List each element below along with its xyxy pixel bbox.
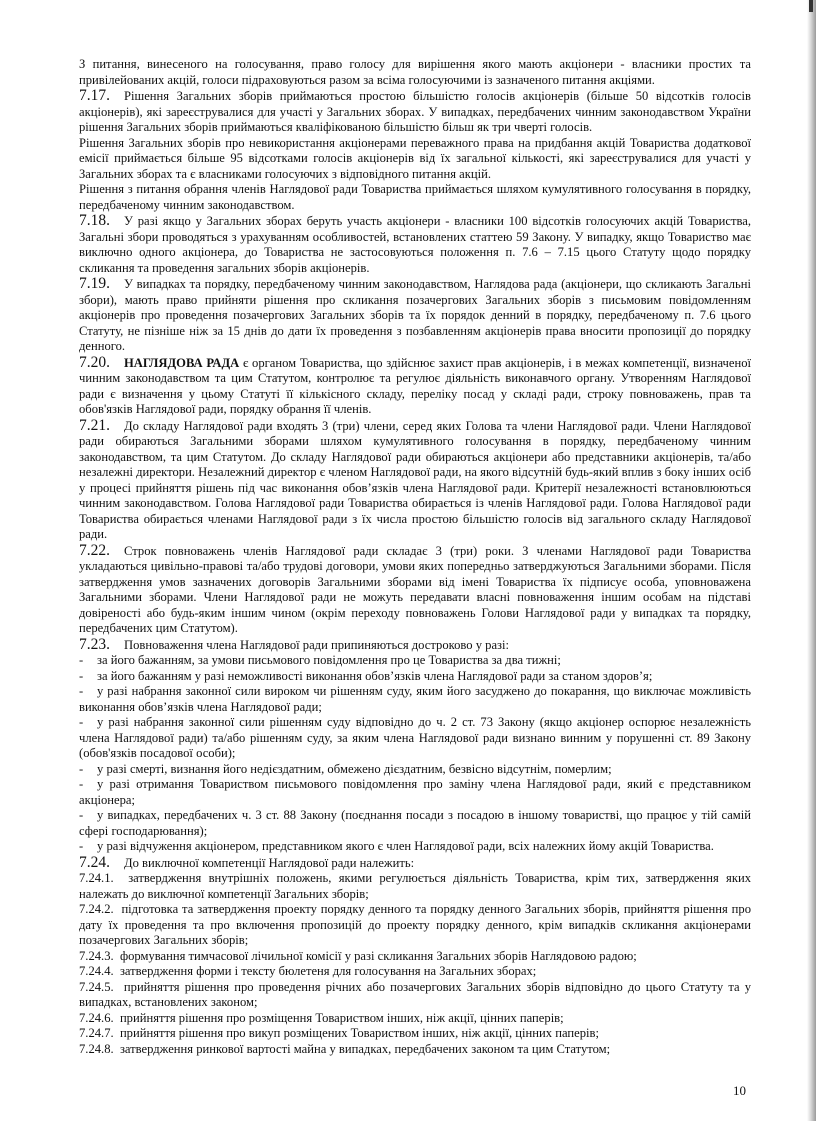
list-item: - за його бажанням у разі неможливості виконання обов’язків члена Наглядової ради за станом здоров’я; [79,668,653,683]
item-number: 7.24.1. [79,871,114,885]
section-number: 7.20. [79,353,110,371]
paragraph-7-17 [79,88,751,136]
paragraph-7-19 [79,276,751,355]
item-number: 7.24.3. [79,948,114,963]
section-number: 7.24. [79,853,110,871]
list-item: - у разі набрання законної сили рішенням суду відповідно до ч. 2 ст. 73 Закону (якщо акціонер оспорює незалежність члена Наглядової ради) та/або рішенням суду, за яким члена Наглядової ради визнано винним у порушенні ст. 89 Закону (обов'язків посадової особи); [79,715,751,760]
competence-item: 7.24.2. підготовка та затвердження проекту порядку денного та порядку денного Загальних зборів, прийняття рішення про дату їх проведення та про включення пропозицій до проекту порядку денного, крім випадків скликання акціонерами позачергових Загальних зборів; [79,902,751,947]
item-number: 7.24.7. [79,1026,114,1040]
competence-item: 7.24.7. прийняття рішення про викуп розміщених Товариством інших, ніж акції, цінних паперів; [79,1026,599,1040]
document-body [79,57,751,1057]
section-number: 7.17. [79,87,110,104]
competence-item: 7.24.3. формування тимчасової лічильної комісії у разі скликання Загальних зборів Наглядовою радою; [79,948,637,963]
list-item: - у разі смерті, визнання його недієздатним, обмежено дієздатним, безвісно відсутнім, померлим; [79,761,612,776]
paragraph-text: Повноваження члена Наглядової ради припиняються достроково у разі: [124,637,510,652]
paragraph-7-21 [79,418,751,543]
list-item: - у разі отримання Товариством письмового повідомлення про заміну члена Наглядової ради, який є представником акціонера; [79,777,751,807]
paragraph-text: До виключної компетенції Наглядової ради належить: [124,855,415,870]
list-item: - у разі набрання законної сили вироком чи рішенням суду, яким його засуджено до покарання, що виключає можливість виконання обов’язків члена Наглядової ради; [79,684,751,714]
competence-item: 7.24.6. прийняття рішення про розміщення Товариством інших, ніж акції, цінних паперів; [79,1010,564,1025]
paragraph-text: У випадках та порядку, передбаченому чинним законодавством, Наглядова рада (акціонери, що скликають Загальні збори), мають право прийняти рішення про скликання позачергових Загальних зборів з письмовим повідомленням акціонерів про проведення позачергових Загальних зборів та їх порядок денний в порядку, передбаченому п. 7.6 цього Статуту, не пізніше ніж за 15 днів до дати їх проведення з позбавленням акціонерів права вносити пропозиції до порядку денного. [79,277,751,353]
section-number: 7.19. [79,275,110,292]
page-number: 10 [733,1083,746,1098]
competence-item: 7.24.1. затвердження внутрішніх положень, якими регулюється діяльність Товариства, крім тих, затвердження яких належать до виключної компетенції Загальних зборів; [79,871,752,901]
section-number: 7.18. [79,212,110,229]
item-number: 7.24.8. [79,1041,114,1056]
item-number: 7.24.5. [79,979,114,994]
paragraph-preemptive-right: Рішення Загальних зборів про невикористання акціонерами переважного права на придбання акцій Товариства додаткової емісії приймається більше 95 відсотками голосів акціонерів від їх загальної кількості, які зареєструвалися для участі у Загальних зборах та є власниками голосуючих з відповідного питання акцій. [79,135,751,181]
list-item: - у разі відчуження акціонером, представником якого є член Наглядової ради, всіх належних йому акцій Товариства. [79,839,714,853]
list-item: - у випадках, передбачених ч. 3 ст. 88 Закону (поєднання посади з посадою в іншому товаристві, що працює у тій самій сфері господарювання); [79,808,751,838]
paragraph-cumulative-voting: Рішення з питання обрання членів Наглядової ради Товариства приймається шляхом кумулятивного голосування в порядку, передбаченому чинним законодавством. [79,182,751,212]
scan-edge-mark [809,0,813,12]
paragraph-text: Рішення Загальних зборів приймаються простою більшістю голосів акціонерів (більше 50 відсотків голосів акціонерів), які зареєструвалися для участі у Загальних зборах. У випадках, передбачених чинним законодавством України рішення Загальних зборів приймаються кваліфікованою більшістю більш як три чверті голосів. [79,89,751,134]
competence-item: 7.24.8. затвердження ринкової вартості майна у випадках, передбачених законом та цим Статутом; [79,1041,611,1056]
item-number: 7.24.4. [79,964,114,978]
item-number: 7.24.6. [79,1010,114,1025]
list-item: - за його бажанням, за умови письмового повідомлення про це Товариства за два тижні; [79,653,561,667]
paragraph-7-18 [79,213,751,276]
section-heading: НАГЛЯДОВА РАДА [124,355,240,370]
scan-edge-shadow [807,0,816,1121]
paragraph-7-22 [79,543,751,637]
paragraph-text: У разі якщо у Загальних зборах беруть участь акціонери - власники 100 відсотків голосуючих акцій Товариства, Загальні збори проводяться з урахуванням особливостей, встановлених статтею 59 Закону. У випадку, якщо Товариство має виключно одного акціонера, до Товариства не застосовуються положення п. 7.6 – 7.15 цього Статуту щодо порядку скликання та проведення загальних зборів акціонерів. [79,214,751,275]
paragraph-7-24 [79,855,751,872]
item-number: 7.24.2. [79,902,114,916]
paragraph-7-23 [79,637,751,654]
paragraph-voting-count: З питання, винесеного на голосування, право голосу для вирішення якого мають акціонери - власники простих та привілейованих акцій, голоси підраховуються разом за всіма голосуючими із зазначеного питання акціями. [79,57,751,87]
paragraph-text: До складу Наглядової ради входять 3 (три) члени, серед яких Голова та члени Наглядової ради. Члени Наглядової ради обираються Загальними зборами шляхом кумулятивного голосування в порядку, передбаченому чинним законодавством, та цим Статутом. До складу Наглядової ради обираються акціонери або представники акціонерів, та/або незалежні директори. Незалежний директор є членом Наглядової ради, на якого відсутній будь-який вплив з боку інших осіб у процесі прийняття рішень під час виконання обов’язків члена Наглядової ради. Критерії незалежності встановлюються чинним законодавством. Голова Наглядової ради Товариства обирається із членів Наглядової ради. Голова Наглядової ради Товариства обирається членами Наглядової ради з їх числа простою більшістю голосів від загального складу Наглядової ради. [79,418,751,541]
paragraph-7-20 [79,355,751,418]
competence-item: 7.24.5. прийняття рішення про проведення річних або позачергових Загальних зборів відповідно до цього Статуту та у випадках, встановлених законом; [79,979,751,1009]
paragraph-text: Строк повноважень членів Наглядової ради складає 3 (три) роки. З членами Наглядової ради Товариства укладаються цивільно-правові та/або трудові договори, умови яких попередньо затверджуються Загальними зборами. Після затвердження умов зазначених договорів Загальними зборами від імені Товариства їх підписує особа, уповноважена Загальними зборами. Члени Наглядової ради не можуть передавати власні повноваження іншим особам на підставі довіреності або будь-яким іншим чином (окрім переходу повноважень Голови Наглядової ради у випадках та порядку, передбачених цим Статутом). [79,543,751,635]
paragraph-text: є органом Товариства, що здійснює захист прав акціонерів, і в межах компетенції, визначеної чинним законодавством та цим Статутом, контролює та регулює діяльність виконавчого органу. Утворенням Наглядової ради є визначення у цьому Статуті її кількісного складу, переліку посад у складі ради, строку повноважень, прав та обов'язків Наглядової ради, порядку обрання її членів. [79,355,752,416]
section-number: 7.22. [79,541,110,559]
section-number: 7.23. [79,635,110,653]
section-number: 7.21. [79,416,110,434]
competence-item: 7.24.4. затвердження форми і тексту бюлетеня для голосування на Загальних зборах; [79,964,537,978]
